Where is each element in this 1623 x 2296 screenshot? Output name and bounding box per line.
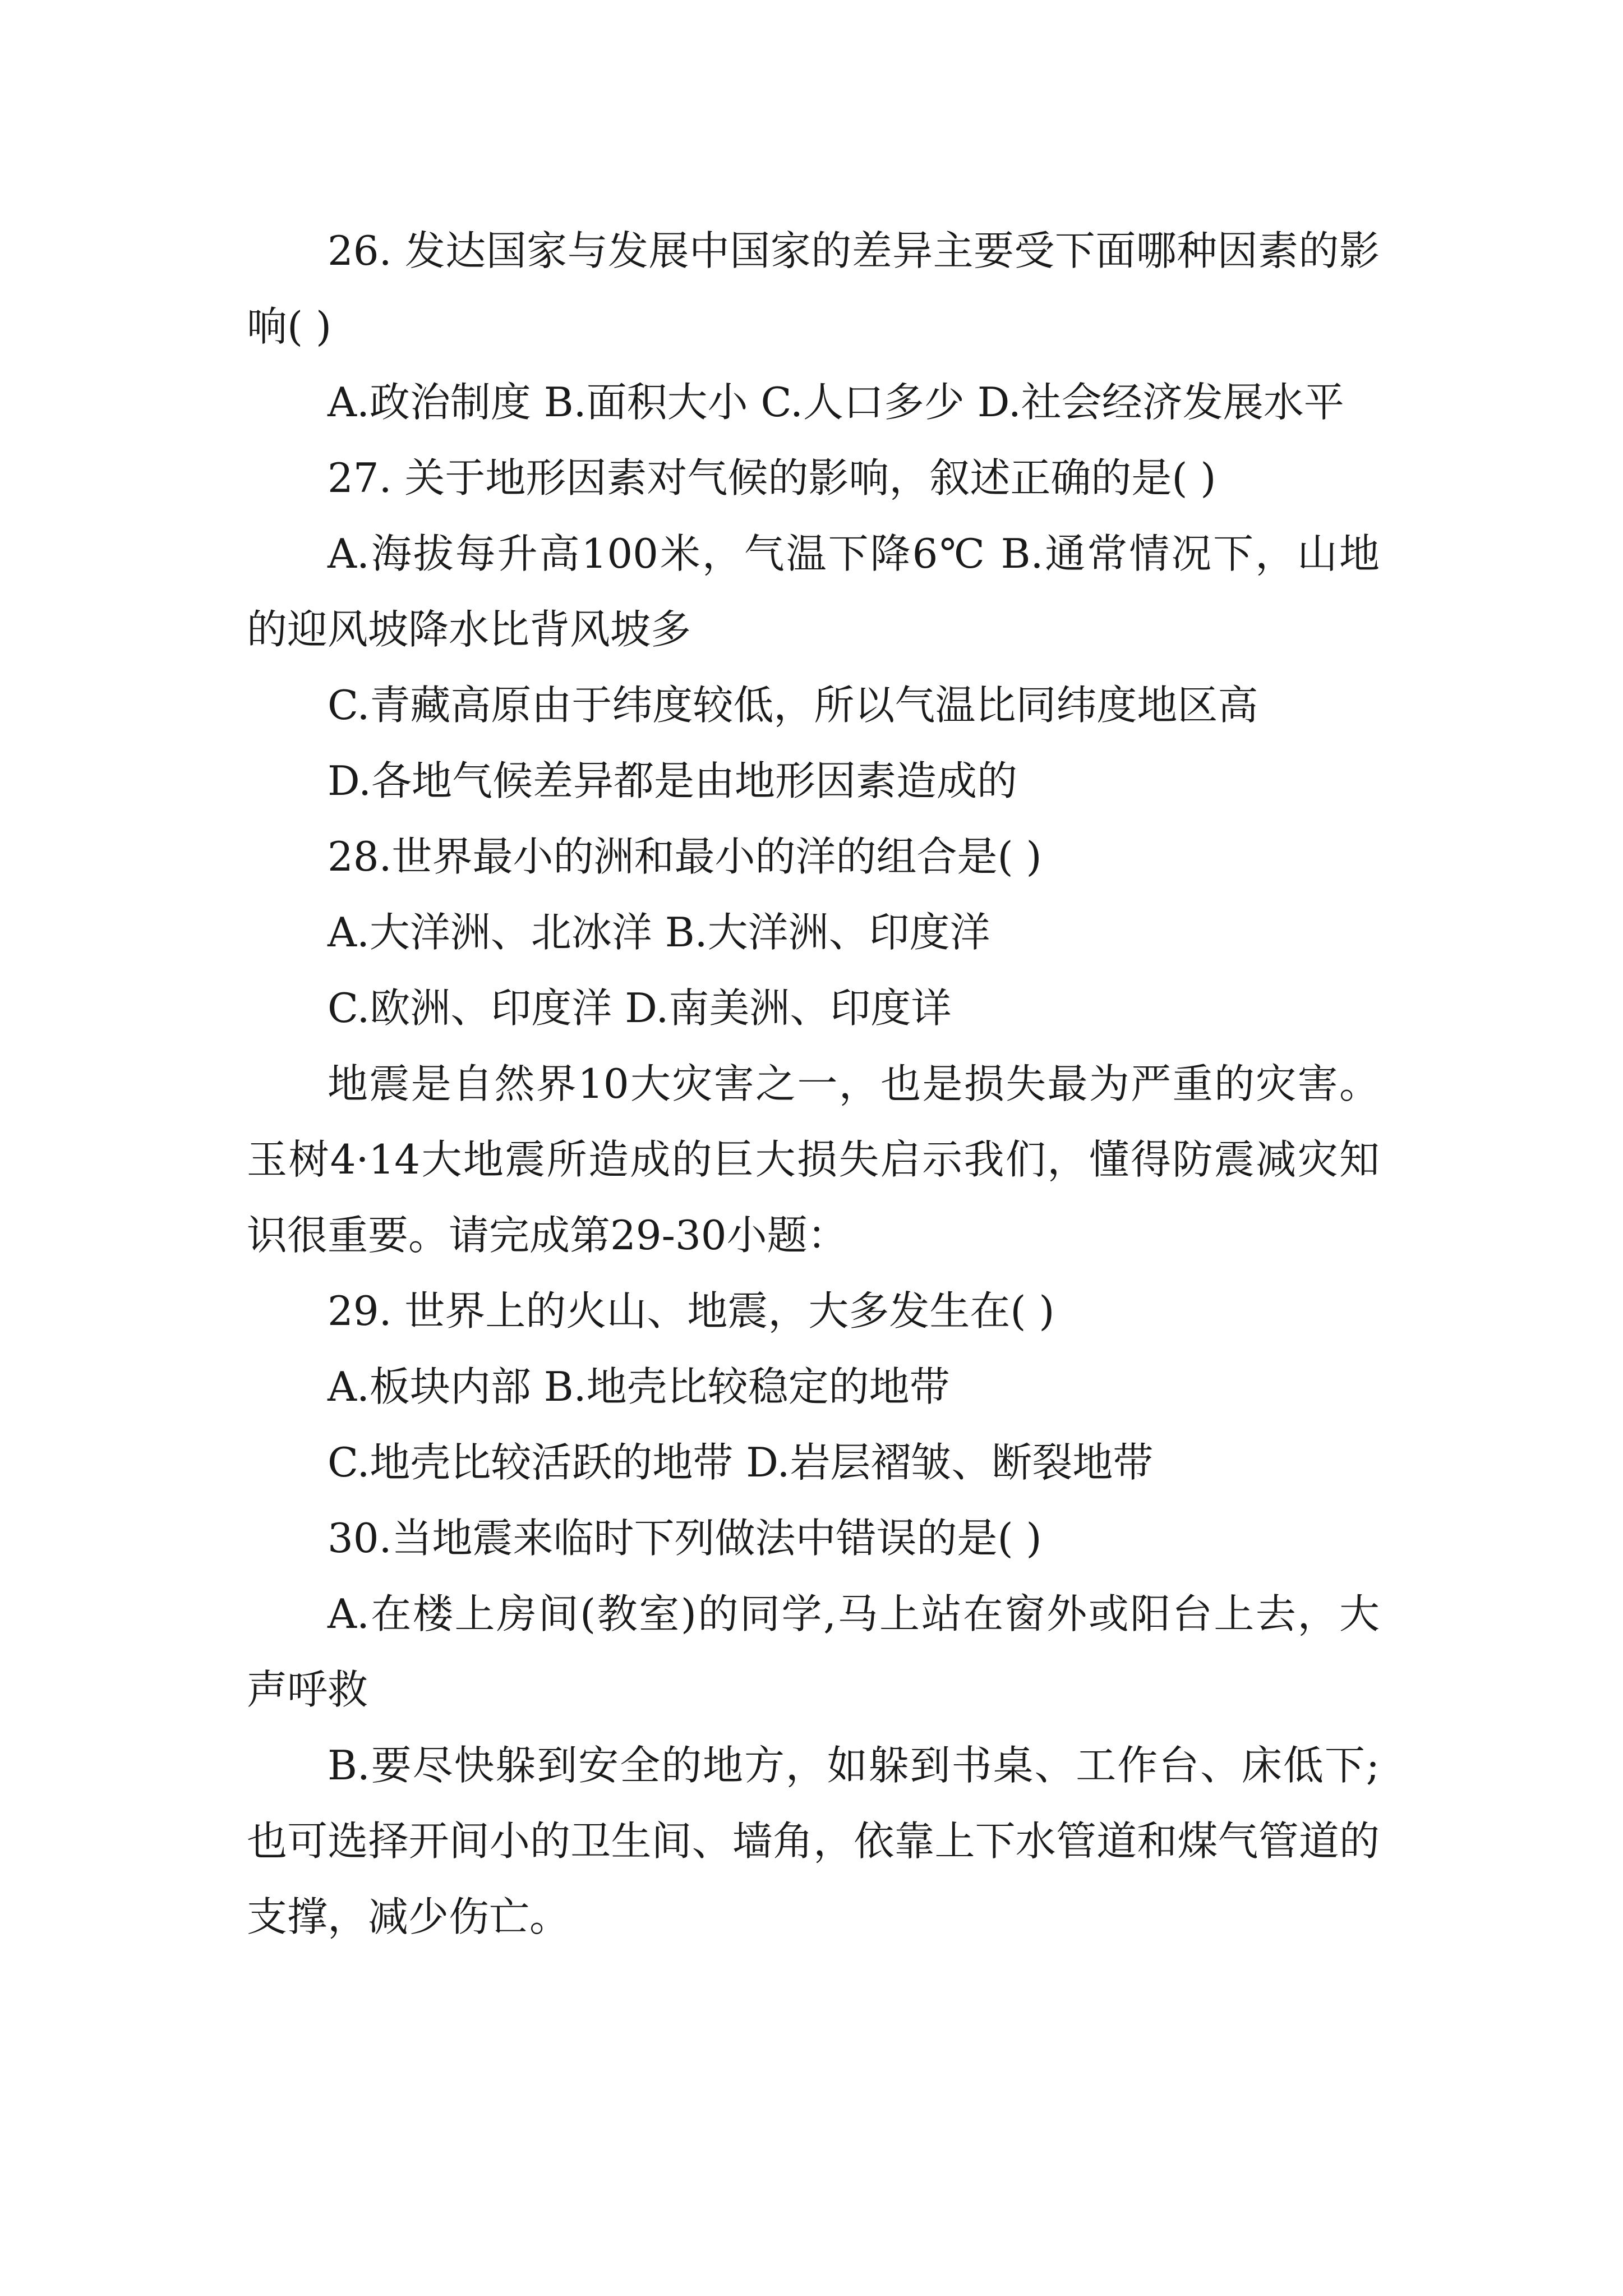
question-27-stem: 27. 关于地形因素对气候的影响，叙述正确的是( ) [328, 454, 1216, 501]
question-28-options-cd: C.欧洲、印度洋 D.南美洲、印度详 [328, 984, 952, 1032]
document-page [247, 213, 1380, 1955]
question-29-stem: 29. 世界上的火山、地震，大多发生在( ) [328, 1287, 1055, 1335]
earthquake-intro-paragraph: 地震是自然界10大灾害之一，也是损失最为严重的灾害。玉树4·14大地震所造成的巨大损失启示我们，懂得防震减灾知识很重要。请完成第29-30小题： [247, 1060, 1380, 1259]
question-28-stem: 28.世界最小的洲和最小的洋的组合是( ) [328, 833, 1042, 880]
question-27-options-ab: A.海拔每升高100米，气温下降6℃ B.通常情况下，山地的迎风坡降水比背风坡多 [247, 530, 1380, 653]
question-26-stem: 26. 发达国家与发展中国家的差异主要受下面哪种因素的影响( ) [247, 227, 1380, 350]
question-27-option-d: D.各地气候差异都是由地形因素造成的 [328, 757, 1018, 804]
question-30-stem: 30.当地震来临时下列做法中错误的是( ) [328, 1515, 1042, 1562]
question-26-options: A.政治制度 B.面积大小 C.人口多少 D.社会经济发展水平 [328, 379, 1344, 426]
question-30-option-a: A.在楼上房间(教室)的同学,马上站在窗外或阳台上去，大声呼救 [247, 1590, 1380, 1713]
question-29-options-ab: A.板块内部 B.地壳比较稳定的地带 [328, 1363, 950, 1410]
question-27-option-c: C.青藏高原由于纬度较低，所以气温比同纬度地区高 [328, 682, 1258, 729]
question-28-options-ab: A.大洋洲、北冰洋 B.大洋洲、印度洋 [328, 909, 990, 956]
question-30-option-b: B.要尽快躲到安全的地方，如躲到书桌、工作台、床低下;也可选择开间小的卫生间、墙角，依靠上下水管道和煤气管道的支撑，减少伤亡。 [247, 1742, 1380, 1940]
question-29-options-cd: C.地壳比较活跃的地带 D.岩层褶皱、断裂地带 [328, 1439, 1154, 1486]
